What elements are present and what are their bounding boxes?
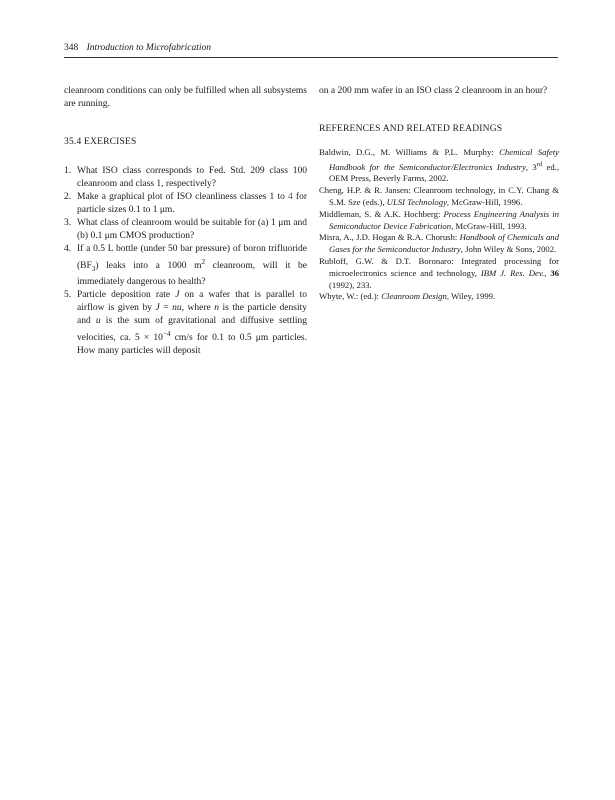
text-run: , Wiley, 1999. <box>446 291 496 302</box>
reference-entry <box>319 185 559 209</box>
continuation-text: cleanroom conditions can only be fulfilled when all subsystems are running. <box>64 86 307 109</box>
text-run: on a wafer that is parallel to airflow is given by <box>77 290 307 314</box>
text-run: ULSI Technology <box>386 197 447 208</box>
exercise-item <box>64 289 307 358</box>
reference-list <box>319 147 559 303</box>
text-run: J <box>155 303 160 314</box>
text-run: , John Wiley & Sons, 2002. <box>460 244 557 255</box>
exercise-item <box>64 243 307 289</box>
text-run: Whyte, W.: (ed.): <box>319 291 382 302</box>
text-run: 36 <box>550 267 559 278</box>
exercise-number: 2. <box>64 192 72 202</box>
text-run: What ISO class corresponds to Fed. Std. 209 class 100 cleanroom and class 1, respectively? <box>77 166 307 189</box>
exercise-number: 3. <box>64 218 72 228</box>
text-run: is the sum of gravitational and diffusive settling velocities, ca. 5 × 10 <box>77 316 307 344</box>
text-run: (1992), 233. <box>329 279 372 290</box>
running-header <box>64 42 558 54</box>
exercise-number: 4. <box>64 244 72 254</box>
exercise-item <box>64 191 307 217</box>
exercise-number: 5. <box>64 290 72 301</box>
text-run: ed., OEM Press, Beverly Farms, 2002. <box>329 161 560 184</box>
text-run: , 3 <box>525 161 537 172</box>
continuation-text-right: on a 200 mm wafer in an ISO class 2 cleanroom in an hour? <box>319 86 548 96</box>
reference-entry <box>319 256 559 291</box>
section-heading-references: REFERENCES AND RELATED READINGS <box>319 124 503 134</box>
text-run: n <box>214 303 220 314</box>
exercise-list <box>64 165 307 358</box>
header-rule <box>64 57 558 58</box>
text-run: Handbook of Chemicals and Gases for the Semiconductor Industry <box>329 232 559 255</box>
text-run: Make a graphical plot of ISO cleanliness classes 1 to <box>77 192 289 202</box>
text-run: , McGraw-Hill, 1993. <box>451 220 527 231</box>
text-run: Baldwin, D.G., M. Williams & P.L. Murphy: <box>319 147 500 157</box>
page-number: 348 <box>64 43 79 53</box>
text-run: , <box>544 267 551 278</box>
text-run: nu <box>172 303 182 314</box>
text-run: cm/s for 0.1 to 0.5 μm particles. How many particles will deposit <box>77 333 307 357</box>
reference-entry <box>319 291 559 303</box>
text-run: , where <box>181 303 215 314</box>
text-run: Cheng, H.P. & R. Jansen: Cleanroom technology, in C.Y. Chang & S.M. Sze (eds.), <box>319 185 559 208</box>
exercise-item <box>64 217 307 243</box>
right-column <box>319 85 559 303</box>
text-run: = <box>159 303 173 314</box>
text-run: Particle deposition rate <box>77 290 176 301</box>
text-run: Chemical Safety Handbook for the Semiconductor/Electronics Industry <box>329 147 559 172</box>
reference-entry <box>319 147 559 185</box>
text-run: cleanroom, will it be immediately dangerous to health? <box>77 261 307 288</box>
text-run: is the particle density and <box>77 303 307 327</box>
reference-entry <box>319 232 559 256</box>
text-run: What class of cleanroom would be suitable for (a) 1 μm and (b) 0.1 μm CMOS production? <box>77 218 307 241</box>
text-run: 2 <box>201 258 206 266</box>
left-column <box>64 85 307 358</box>
text-run: Misra, A., J.D. Hogan & R.A. Chorush: <box>319 232 460 243</box>
text-run: Rubloff, G.W. & D.T. Boronaro: Integrated processing for microelectronics science and technology, <box>319 256 559 278</box>
section-heading-exercises: 35.4 EXERCISES <box>64 137 137 147</box>
text-run: J <box>175 290 180 301</box>
text-run: Cleanroom Design <box>381 291 447 302</box>
text-run: rd <box>536 160 543 168</box>
exercise-number: 1. <box>64 166 72 176</box>
running-title: Introduction to Microfabrication <box>86 43 211 53</box>
text-run: Middleman, S. & A.K. Hochberg: <box>319 208 444 219</box>
text-run: ) leaks into a 1000 m <box>95 261 202 272</box>
text-run: −4 <box>162 330 171 339</box>
text-run: IBM J. Res. Dev. <box>480 267 545 278</box>
text-run: 4 <box>288 192 293 202</box>
text-run: 3 <box>91 265 96 274</box>
text-run: u <box>95 316 101 327</box>
text-run: Process Engineering Analysis in Semiconductor Device Fabrication <box>329 208 559 231</box>
text-run: If a 0.5 L bottle (under 50 bar pressure) of boron trifluoride (BF <box>77 244 307 272</box>
text-run: for particle sizes 0.1 to 1 μm. <box>77 192 308 215</box>
exercise-item <box>64 165 307 191</box>
reference-entry <box>319 209 559 233</box>
text-run: , McGraw-Hill, 1996. <box>446 197 523 208</box>
